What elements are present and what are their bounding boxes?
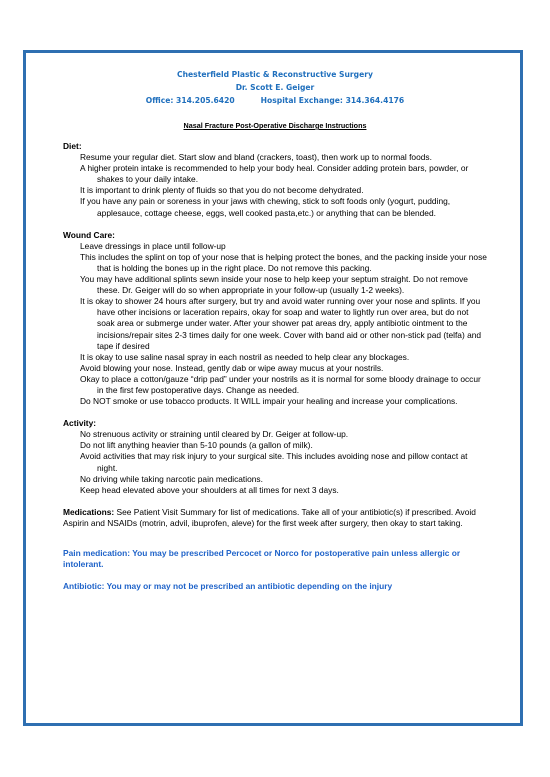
list-item: Do NOT smoke or use tobacco products. It WILL impair your healing and increase your complications. <box>80 396 458 407</box>
diet-heading: Diet: <box>63 141 82 151</box>
office-phone: Office: 314.205.6420 <box>145 96 235 105</box>
medications-heading: Medications: <box>63 506 115 517</box>
wound-care-section <box>63 230 488 408</box>
list-item: Avoid blowing your nose. Instead, gently dab or wipe away mucus at your nostrils. <box>80 362 384 373</box>
list-item: Avoid activities that may risk injury to your surgical site. This includes avoiding nose and pillow contact at night. <box>80 451 468 473</box>
pain-medication-note: Pain medication: You may be prescribed Percocet or Norco for postoperative pain unless allergic or intolerant. <box>63 548 461 570</box>
medications-text: See Patient Visit Summary for list of medications. Take all of your antibiotic(s) if prescribed. Avoid Aspirin and NSAIDs (motrin, advil, ibuprofen, aleve) for the first week after surgery, then okay to start taking. <box>63 506 476 528</box>
list-item: Keep head elevated above your shoulders at all times for next 3 days. <box>80 484 339 495</box>
hospital-phone: Hospital Exchange: 314.364.4176 <box>260 96 405 105</box>
list-item: It is okay to shower 24 hours after surgery, but try and avoid water running over your nose and splints. If you have other incisions or laceration repairs, okay for soap and water to lightly run over area, but do not soak area or submerge under water. After your shower pat areas dry, apply antibiotic ointment to the incisions/repair sites 2-3 times daily for one week. Cover with band aid or other non-stick pad (telfa) and tape if desired <box>80 296 482 351</box>
medications-section <box>63 507 488 529</box>
list-item: Do not lift anything heavier than 5-10 pounds (a gallon of milk). <box>80 440 313 451</box>
medications-paragraph <box>63 507 488 529</box>
list-item: Okay to place a cotton/gauze “drip pad” under your nostrils as it is normal for some bloody drainage to occur in the first few postoperative days. Change as needed. <box>80 373 481 395</box>
list-item: You may have additional splints sewn inside your nose to help keep your septum straight. Do not remove these. Dr. Geiger will do so when appropriate in your follow-up (usually 1-2 weeks). <box>80 274 468 296</box>
letterhead <box>0 68 550 107</box>
antibiotic-note: Antibiotic: You may or may not be prescribed an antibiotic depending on the injury <box>63 581 393 592</box>
document-title: Nasal Fracture Post-Operative Discharge Instructions <box>183 121 367 130</box>
list-item: This includes the splint on top of your nose that is helping protect the bones, and the packing inside your nose that is holding the bones up in the right place. Do not remove this packing. <box>80 251 487 273</box>
diet-section <box>63 141 488 219</box>
activity-heading: Activity: <box>63 418 97 429</box>
contact-line <box>0 94 550 107</box>
activity-section <box>63 418 488 496</box>
list-item: A higher protein intake is recommended to help your body heal. Consider adding protein bars, powder, or shakes to your daily intake. <box>80 163 469 185</box>
list-item: No driving while taking narcotic pain medications. <box>80 473 263 484</box>
practice-name: Chesterfield Plastic & Reconstructive Surgery <box>177 70 373 79</box>
list-item: If you have any pain or soreness in your jaws with chewing, stick to soft foods only (yogurt, pudding, applesauce, cottage cheese, eggs, well cooked pasta,etc.) or anything that can be blended. <box>80 196 451 218</box>
activity-list <box>63 429 488 496</box>
list-item: It is okay to use saline nasal spray in each nostril as needed to help clear any blockages. <box>80 351 410 362</box>
list-item: Resume your regular diet. Start slow and bland (crackers, toast), then work up to normal foods. <box>80 152 432 163</box>
diet-list <box>63 152 488 219</box>
wound-care-list <box>63 241 488 407</box>
instructions-body <box>63 141 488 592</box>
list-item: No strenuous activity or straining until cleared by Dr. Geiger at follow-up. <box>80 429 349 440</box>
wound-care-heading: Wound Care: <box>63 229 115 240</box>
list-item: Leave dressings in place until follow-up <box>80 240 226 251</box>
list-item: It is important to drink plenty of fluids so that you do not become dehydrated. <box>80 185 364 196</box>
doctor-name: Dr. Scott E. Geiger <box>235 83 315 92</box>
